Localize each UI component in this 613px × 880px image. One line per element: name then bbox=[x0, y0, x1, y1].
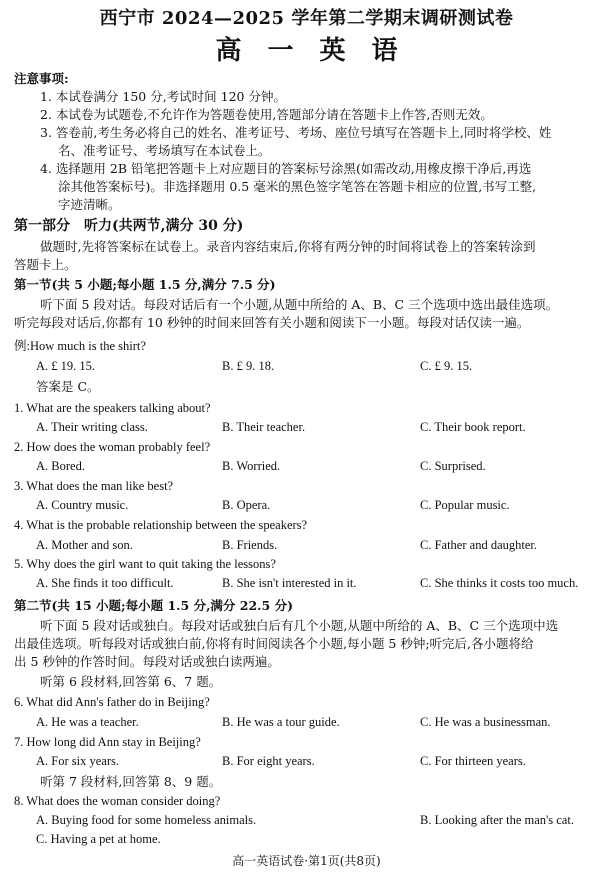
section2-heading: 第二节(共 15 小题;每小题 1.5 分,满分 22.5 分) bbox=[14, 598, 293, 613]
notes-heading: 注意事项: bbox=[14, 71, 69, 86]
q8-option-b: B. Looking after the man's cat. bbox=[420, 813, 574, 827]
section2-intro-line: 出 5 秒钟的作答时间。每段对话或独白读两遍。 bbox=[14, 654, 280, 669]
note-line: 4. 选择题用 2B 铅笔把答题卡上对应题目的答案标号涂黑(如需改动,用橡皮擦干净后,再选 bbox=[40, 161, 532, 176]
part1-heading: 第一部分 听力(共两节,满分 30 分) bbox=[14, 218, 244, 234]
q7-option-a: A. For six years. bbox=[36, 754, 119, 768]
example-option-b: B. £ 9. 18. bbox=[222, 359, 275, 373]
page-footer: 高一英语试卷·第1页(共8页) bbox=[232, 854, 381, 868]
q4-option-c: C. Father and daughter. bbox=[420, 538, 537, 552]
q1-option-a: A. Their writing class. bbox=[36, 420, 148, 434]
q2-option-b: B. Worried. bbox=[222, 459, 281, 473]
note-line: 字迹清晰。 bbox=[58, 197, 121, 212]
note-line: 名、准考证号、考场填写在本试卷上。 bbox=[58, 143, 271, 158]
q6-option-b: B. He was a tour guide. bbox=[222, 715, 340, 729]
q5-option-b: B. She isn't interested in it. bbox=[222, 576, 357, 590]
note-line: 涂其他答案标号)。非选择题用 0.5 毫米的黑色签字笔答在答题卡相应的位置,书写工整, bbox=[58, 179, 537, 194]
section2-intro-line: 出最佳选项。听每段对话或独白前,你将有时间阅读各个小题,每小题 5 秒钟;听完后,各小题将给 bbox=[14, 636, 534, 651]
q6-option-c: C. He was a businessman. bbox=[420, 715, 551, 729]
example-option-c: C. £ 9. 15. bbox=[420, 359, 473, 373]
question-3: 3. What does the man like best? bbox=[14, 479, 174, 493]
q4-option-b: B. Friends. bbox=[222, 538, 278, 552]
part1-intro-line: 做题时,先将答案标在试卷上。录音内容结束后,你将有两分钟的时间将试卷上的答案转涂到 bbox=[40, 239, 536, 254]
q7-option-b: B. For eight years. bbox=[222, 754, 315, 768]
part1-intro-line: 答题卡上。 bbox=[14, 257, 77, 272]
section1-heading: 第一节(共 5 小题;每小题 1.5 分,满分 7.5 分) bbox=[14, 277, 276, 292]
q5-option-a: A. She finds it too difficult. bbox=[36, 576, 174, 590]
question-7: 7. How long did Ann stay in Beijing? bbox=[14, 735, 201, 749]
example-question: 例:How much is the shirt? bbox=[14, 339, 146, 353]
q3-option-a: A. Country music. bbox=[36, 498, 129, 512]
question-5: 5. Why does the girl want to quit taking the lessons? bbox=[14, 557, 276, 571]
material-6-note: 听第 6 段材料,回答第 6、7 题。 bbox=[40, 674, 222, 689]
note-line: 1. 本试卷满分 150 分,考试时间 120 分钟。 bbox=[40, 89, 286, 104]
q1-option-c: C. Their book report. bbox=[420, 420, 526, 434]
exam-title: 西宁市 2024—2025 学年第二学期末调研测试卷 bbox=[99, 8, 514, 29]
q8-option-c: C. Having a pet at home. bbox=[36, 832, 161, 846]
question-4: 4. What is the probable relationship between the speakers? bbox=[14, 518, 308, 532]
section2-intro-line: 听下面 5 段对话或独白。每段对话或独白后有几个小题,从题中所给的 A、B、C 三个选项中选 bbox=[40, 618, 559, 633]
note-line: 2. 本试卷为试题卷,不允许作为答题卷使用,答题部分请在答题卡上作答,否则无效。 bbox=[40, 107, 493, 122]
q6-option-a: A. He was a teacher. bbox=[36, 715, 139, 729]
section1-intro-line: 听下面 5 段对话。每段对话后有一个小题,从题中所给的 A、B、C 三个选项中选出最佳选项。 bbox=[40, 297, 559, 312]
q1-option-b: B. Their teacher. bbox=[222, 420, 306, 434]
q3-option-b: B. Opera. bbox=[222, 498, 271, 512]
q3-option-c: C. Popular music. bbox=[420, 498, 510, 512]
example-option-a: A. £ 19. 15. bbox=[36, 359, 96, 373]
q5-option-c: C. She thinks it costs too much. bbox=[420, 576, 579, 590]
question-2: 2. How does the woman probably feel? bbox=[14, 440, 211, 454]
question-1: 1. What are the speakers talking about? bbox=[14, 401, 211, 415]
q2-option-c: C. Surprised. bbox=[420, 459, 486, 473]
q8-option-a: A. Buying food for some homeless animals. bbox=[36, 813, 257, 827]
section1-intro-line: 听完每段对话后,你都有 10 秒钟的时间来回答有关小题和阅读下一小题。每段对话仅读一遍。 bbox=[14, 315, 530, 330]
example-answer: 答案是 C。 bbox=[36, 379, 100, 394]
question-8: 8. What does the woman consider doing? bbox=[14, 794, 221, 808]
note-line: 3. 答卷前,考生务必将自己的姓名、准考证号、考场、座位号填写在答题卡上,同时将学校、姓 bbox=[40, 125, 552, 140]
subject-title: 高一英语 bbox=[215, 36, 424, 66]
material-7-note: 听第 7 段材料,回答第 8、9 题。 bbox=[40, 774, 222, 789]
q7-option-c: C. For thirteen years. bbox=[420, 754, 526, 768]
q2-option-a: A. Bored. bbox=[36, 459, 85, 473]
q4-option-a: A. Mother and son. bbox=[36, 538, 133, 552]
question-6: 6. What did Ann's father do in Beijing? bbox=[14, 695, 210, 709]
